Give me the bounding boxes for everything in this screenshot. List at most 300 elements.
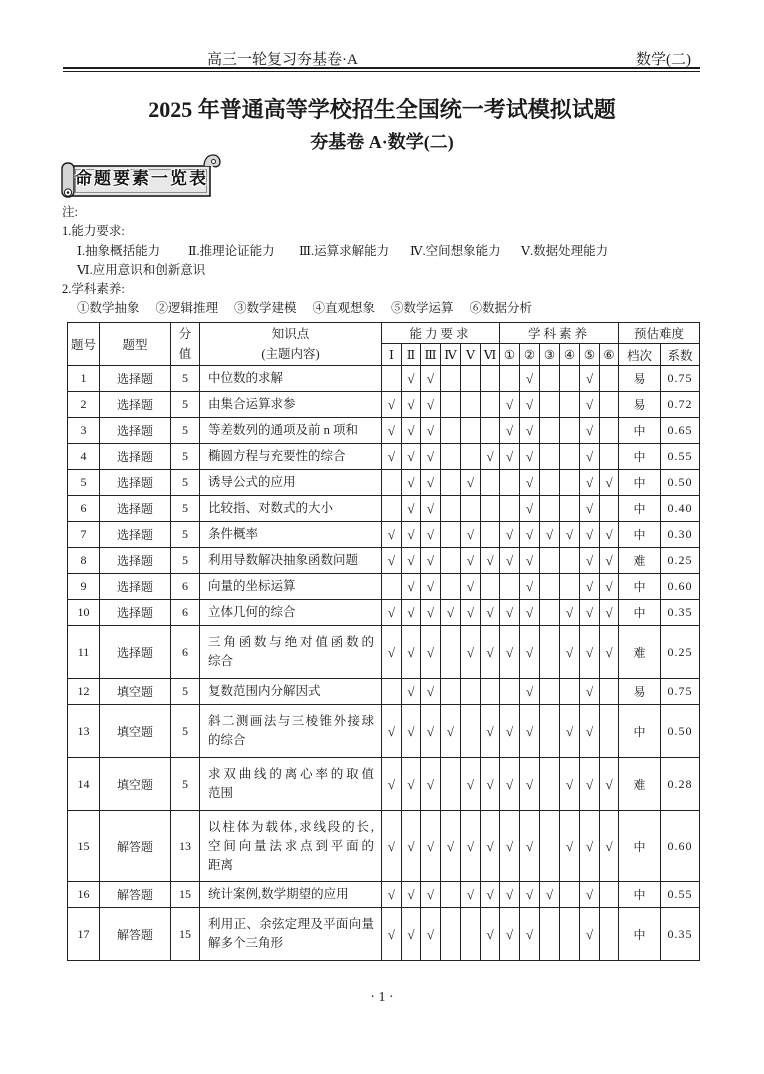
ability-check-5 [461, 679, 481, 705]
literacy-check-4 [560, 418, 580, 444]
literacy-check-5: √ [580, 758, 600, 811]
literacy-check-3 [540, 758, 560, 811]
score-value: 6 [171, 600, 200, 626]
ability-check-4: √ [441, 705, 461, 758]
topic-cell [200, 470, 382, 496]
ability-check-4 [441, 679, 461, 705]
difficulty-coefficient: 0.35 [661, 600, 700, 626]
literacy-check-2: √ [520, 574, 540, 600]
topic-line: 以柱体为载体,求线段的长, [208, 819, 374, 834]
header-ability: 能力要求 [382, 323, 500, 344]
running-header-subject: 数学(二) [636, 52, 691, 68]
topic-line: 立体几何的综合 [208, 605, 296, 619]
ability-check-4: √ [441, 600, 461, 626]
ability-check-3: √ [421, 418, 441, 444]
literacy-list [62, 299, 702, 318]
question-number: 9 [68, 574, 100, 600]
literacy-item: ②逻辑推理 [155, 301, 219, 316]
ability-check-6: √ [481, 908, 500, 961]
literacy-check-5: √ [580, 574, 600, 600]
topic-line: 斜二测画法与三棱锥外接球 [208, 714, 374, 728]
literacy-check-6 [600, 882, 619, 908]
literacy-check-2: √ [520, 548, 540, 574]
table-row [68, 470, 700, 496]
question-number: 1 [68, 366, 100, 392]
ability-check-1: √ [382, 600, 402, 626]
ability-check-1 [382, 574, 402, 600]
difficulty-coefficient: 0.50 [661, 705, 700, 758]
table-row [68, 908, 700, 961]
literacy-item: ③数学建模 [234, 301, 297, 316]
ability-check-6: √ [481, 600, 500, 626]
literacy-check-3: √ [540, 882, 560, 908]
table-header [68, 323, 700, 366]
difficulty-coefficient: 0.65 [661, 418, 700, 444]
difficulty-level: 难 [619, 758, 661, 811]
topic-line: 距离 [208, 857, 234, 872]
ability-check-1 [382, 496, 402, 522]
table-row [68, 811, 700, 882]
literacy-check-4 [560, 496, 580, 522]
literacy-check-3 [540, 418, 560, 444]
ability-check-4 [441, 574, 461, 600]
literacy-check-4 [560, 548, 580, 574]
literacy-check-1: √ [500, 811, 520, 882]
literacy-check-3 [540, 392, 560, 418]
question-number: 2 [68, 392, 100, 418]
score-value: 5 [171, 522, 200, 548]
difficulty-level: 易 [619, 392, 661, 418]
ability-check-4 [441, 392, 461, 418]
question-type: 选择题 [100, 626, 171, 679]
score-value: 6 [171, 574, 200, 600]
ability-check-2: √ [402, 811, 421, 882]
topic-line: 求双曲线的离心率的取值 [208, 767, 374, 781]
ability-check-5: √ [461, 758, 481, 811]
header-score [171, 323, 200, 366]
banner-label: 命题要素一览表 [75, 169, 208, 188]
literacy-check-3 [540, 444, 560, 470]
header-ability-col: Ⅰ [382, 344, 402, 366]
ability-check-6: √ [481, 705, 500, 758]
literacy-check-6 [600, 908, 619, 961]
literacy-check-5: √ [580, 705, 600, 758]
topic-cell [200, 600, 382, 626]
difficulty-coefficient: 0.40 [661, 496, 700, 522]
question-number: 14 [68, 758, 100, 811]
difficulty-level: 难 [619, 626, 661, 679]
ability-check-2: √ [402, 600, 421, 626]
header-row-top [68, 323, 700, 344]
ability-check-6: √ [481, 444, 500, 470]
literacy-check-1 [500, 679, 520, 705]
topic-cell [200, 626, 382, 679]
score-value: 5 [171, 679, 200, 705]
topic-line: 统计案例,数学期望的应用 [208, 887, 349, 901]
difficulty-level: 中 [619, 444, 661, 470]
literacy-check-3 [540, 811, 560, 882]
literacy-check-3 [540, 600, 560, 626]
ability-check-6 [481, 470, 500, 496]
question-type: 选择题 [100, 392, 171, 418]
literacy-check-1 [500, 496, 520, 522]
ability-heading: 1.能力要求: [62, 224, 125, 239]
topic-cell [200, 758, 382, 811]
ability-check-5 [461, 908, 481, 961]
difficulty-level: 中 [619, 496, 661, 522]
literacy-check-3 [540, 574, 560, 600]
table-row [68, 522, 700, 548]
literacy-check-4 [560, 470, 580, 496]
question-number: 15 [68, 811, 100, 882]
difficulty-coefficient: 0.25 [661, 626, 700, 679]
topic-cell [200, 418, 382, 444]
literacy-check-1 [500, 366, 520, 392]
score-value: 5 [171, 392, 200, 418]
header-literacy-col: ① [500, 344, 520, 366]
literacy-check-3: √ [540, 522, 560, 548]
difficulty-coefficient: 0.35 [661, 908, 700, 961]
ability-check-3: √ [421, 908, 441, 961]
ability-check-3: √ [421, 392, 441, 418]
header-ability-col: Ⅳ [441, 344, 461, 366]
question-type: 选择题 [100, 444, 171, 470]
score-value: 5 [171, 705, 200, 758]
ability-check-5: √ [461, 626, 481, 679]
topic-line: 诱导公式的应用 [208, 475, 296, 489]
question-number: 17 [68, 908, 100, 961]
ability-check-3: √ [421, 470, 441, 496]
literacy-check-5: √ [580, 811, 600, 882]
literacy-item: ⑤数学运算 [391, 301, 454, 316]
table-row [68, 366, 700, 392]
literacy-check-4: √ [560, 705, 580, 758]
ability-check-6 [481, 366, 500, 392]
literacy-check-6 [600, 444, 619, 470]
literacy-check-3 [540, 548, 560, 574]
literacy-check-6: √ [600, 600, 619, 626]
header-level: 档次 [619, 344, 661, 366]
difficulty-coefficient: 0.28 [661, 758, 700, 811]
header-number: 题号 [68, 323, 100, 366]
literacy-check-3 [540, 496, 560, 522]
question-type: 选择题 [100, 600, 171, 626]
ability-check-2: √ [402, 470, 421, 496]
literacy-check-5: √ [580, 626, 600, 679]
literacy-check-4 [560, 908, 580, 961]
ability-check-5: √ [461, 574, 481, 600]
topic-line: 复数范围内分解因式 [208, 684, 321, 698]
ability-check-6: √ [481, 548, 500, 574]
literacy-check-6: √ [600, 470, 619, 496]
ability-check-1: √ [382, 522, 402, 548]
header-literacy-col: ③ [540, 344, 560, 366]
ability-check-4 [441, 882, 461, 908]
topic-line: 比较指、对数式的大小 [208, 501, 334, 515]
header-literacy-col: ⑥ [600, 344, 619, 366]
question-number: 5 [68, 470, 100, 496]
topic-line: 由集合运算求参 [208, 397, 296, 411]
table-row [68, 392, 700, 418]
literacy-check-5: √ [580, 366, 600, 392]
header-literacy-col: ④ [560, 344, 580, 366]
ability-check-4 [441, 758, 461, 811]
literacy-check-6: √ [600, 574, 619, 600]
literacy-check-4 [560, 392, 580, 418]
difficulty-level: 易 [619, 366, 661, 392]
literacy-check-6: √ [600, 811, 619, 882]
ability-check-5: √ [461, 470, 481, 496]
ability-check-6 [481, 522, 500, 548]
literacy-check-6 [600, 392, 619, 418]
ability-check-5 [461, 366, 481, 392]
ability-check-3: √ [421, 679, 441, 705]
ability-check-2: √ [402, 392, 421, 418]
literacy-check-4: √ [560, 600, 580, 626]
ability-check-4 [441, 522, 461, 548]
table-row [68, 679, 700, 705]
running-header-title: 高三一轮复习夯基卷·A [207, 52, 358, 68]
difficulty-level: 中 [619, 522, 661, 548]
page-title: 2025 年普通高等学校招生全国统一考试模拟试题 [148, 97, 616, 122]
header-topic-sub: (主题内容) [261, 347, 320, 361]
score-value: 5 [171, 548, 200, 574]
literacy-check-2: √ [520, 470, 540, 496]
literacy-check-3 [540, 366, 560, 392]
literacy-check-1: √ [500, 758, 520, 811]
ability-check-2: √ [402, 574, 421, 600]
literacy-check-1 [500, 470, 520, 496]
literacy-check-1: √ [500, 418, 520, 444]
literacy-check-2: √ [520, 366, 540, 392]
ability-check-3: √ [421, 626, 441, 679]
ability-check-2: √ [402, 548, 421, 574]
question-number: 3 [68, 418, 100, 444]
question-type: 填空题 [100, 679, 171, 705]
topic-line: 利用导数解决抽象函数问题 [208, 553, 359, 567]
question-elements-table [67, 322, 700, 961]
literacy-check-5: √ [580, 882, 600, 908]
ability-check-3: √ [421, 882, 441, 908]
header-literacy-col: ② [520, 344, 540, 366]
literacy-check-2: √ [520, 705, 540, 758]
question-number: 7 [68, 522, 100, 548]
question-type: 选择题 [100, 418, 171, 444]
literacy-check-1: √ [500, 705, 520, 758]
literacy-check-5: √ [580, 908, 600, 961]
ability-check-6 [481, 496, 500, 522]
literacy-check-2: √ [520, 496, 540, 522]
question-number: 6 [68, 496, 100, 522]
literacy-check-1 [500, 574, 520, 600]
header-topic-label: 知识点 [271, 327, 310, 341]
ability-item: Ⅵ.应用意识和创新意识 [77, 262, 206, 277]
ability-check-3: √ [421, 758, 441, 811]
difficulty-coefficient: 0.55 [661, 444, 700, 470]
literacy-item: ④直观想象 [312, 301, 376, 316]
literacy-check-5: √ [580, 496, 600, 522]
literacy-check-1: √ [500, 882, 520, 908]
question-number: 16 [68, 882, 100, 908]
literacy-check-1: √ [500, 908, 520, 961]
literacy-check-1: √ [500, 444, 520, 470]
table-row [68, 758, 700, 811]
topic-line: 三角函数与绝对值函数的 [208, 635, 374, 649]
topic-line: 的综合 [208, 733, 246, 747]
literacy-check-2: √ [520, 758, 540, 811]
literacy-check-2: √ [520, 626, 540, 679]
ability-check-3: √ [421, 444, 441, 470]
question-type: 选择题 [100, 522, 171, 548]
literacy-check-3 [540, 470, 560, 496]
topic-line: 中位数的求解 [208, 371, 284, 385]
ability-check-1: √ [382, 882, 402, 908]
topic-line: 向量的坐标运算 [208, 579, 296, 593]
ability-check-3: √ [421, 705, 441, 758]
literacy-check-5: √ [580, 444, 600, 470]
topic-line: 空间向量法求点到平面的 [208, 838, 374, 853]
ability-check-4 [441, 496, 461, 522]
score-value: 6 [171, 626, 200, 679]
literacy-check-5: √ [580, 548, 600, 574]
ability-check-1: √ [382, 444, 402, 470]
difficulty-coefficient: 0.72 [661, 392, 700, 418]
difficulty-coefficient: 0.50 [661, 470, 700, 496]
literacy-check-4 [560, 882, 580, 908]
ability-check-2: √ [402, 522, 421, 548]
ability-check-4 [441, 908, 461, 961]
literacy-check-2: √ [520, 392, 540, 418]
ability-check-1: √ [382, 811, 402, 882]
header-ability-col: Ⅴ [461, 344, 481, 366]
ability-check-5 [461, 705, 481, 758]
table-row [68, 548, 700, 574]
ability-check-1 [382, 470, 402, 496]
difficulty-level: 中 [619, 470, 661, 496]
ability-check-2: √ [402, 366, 421, 392]
question-type: 填空题 [100, 705, 171, 758]
topic-cell [200, 548, 382, 574]
table-row [68, 496, 700, 522]
ability-check-6: √ [481, 811, 500, 882]
score-value: 15 [171, 882, 200, 908]
ability-check-6: √ [481, 626, 500, 679]
ability-check-1: √ [382, 758, 402, 811]
literacy-check-4 [560, 574, 580, 600]
table-row [68, 444, 700, 470]
literacy-check-6: √ [600, 758, 619, 811]
topic-cell [200, 679, 382, 705]
ability-check-2: √ [402, 705, 421, 758]
difficulty-level: 中 [619, 600, 661, 626]
ability-check-6 [481, 679, 500, 705]
table-row [68, 882, 700, 908]
ability-check-5: √ [461, 522, 481, 548]
ability-check-4 [441, 470, 461, 496]
table-row [68, 600, 700, 626]
topic-line: 椭圆方程与充要性的综合 [208, 449, 346, 463]
topic-cell [200, 574, 382, 600]
difficulty-level: 易 [619, 679, 661, 705]
topic-line: 条件概率 [208, 527, 259, 541]
difficulty-coefficient: 0.60 [661, 811, 700, 882]
literacy-check-4: √ [560, 626, 580, 679]
ability-check-6 [481, 418, 500, 444]
topic-line: 等差数列的通项及前 n 项和 [208, 423, 359, 437]
ability-check-4 [441, 366, 461, 392]
literacy-check-3 [540, 626, 560, 679]
ability-check-3: √ [421, 366, 441, 392]
ability-check-3: √ [421, 548, 441, 574]
literacy-check-2: √ [520, 908, 540, 961]
score-value: 5 [171, 758, 200, 811]
literacy-item: ⑥数据分析 [469, 301, 533, 316]
difficulty-level: 中 [619, 705, 661, 758]
literacy-check-2: √ [520, 444, 540, 470]
literacy-check-6 [600, 366, 619, 392]
ability-check-2: √ [402, 418, 421, 444]
ability-check-2: √ [402, 758, 421, 811]
literacy-check-3 [540, 908, 560, 961]
topic-cell [200, 522, 382, 548]
difficulty-level: 中 [619, 908, 661, 961]
literacy-check-5: √ [580, 392, 600, 418]
ability-check-5: √ [461, 548, 481, 574]
question-type: 选择题 [100, 496, 171, 522]
question-type: 解答题 [100, 908, 171, 961]
literacy-check-5: √ [580, 418, 600, 444]
topic-line: 利用正、余弦定理及平面向量 [208, 917, 374, 931]
literacy-check-4: √ [560, 758, 580, 811]
question-number: 12 [68, 679, 100, 705]
ability-check-3: √ [421, 496, 441, 522]
question-number: 10 [68, 600, 100, 626]
difficulty-level: 中 [619, 418, 661, 444]
literacy-check-3 [540, 679, 560, 705]
header-topic [200, 323, 382, 366]
table-row [68, 574, 700, 600]
notes-section [62, 203, 702, 319]
ability-check-2: √ [402, 908, 421, 961]
ability-check-3: √ [421, 522, 441, 548]
table-row [68, 418, 700, 444]
topic-cell [200, 496, 382, 522]
ability-check-6 [481, 574, 500, 600]
header-literacy: 学科素养 [500, 323, 619, 344]
header-literacy-col: ⑤ [580, 344, 600, 366]
topic-line: 解多个三角形 [208, 936, 284, 950]
ability-check-5: √ [461, 600, 481, 626]
literacy-check-6 [600, 496, 619, 522]
ability-check-3: √ [421, 574, 441, 600]
ability-item: Ⅱ.推理论证能力 [188, 243, 275, 258]
difficulty-coefficient: 0.25 [661, 548, 700, 574]
literacy-heading: 2.学科素养: [62, 282, 125, 297]
difficulty-coefficient: 0.30 [661, 522, 700, 548]
ability-check-1: √ [382, 705, 402, 758]
literacy-check-4 [560, 366, 580, 392]
literacy-check-1: √ [500, 392, 520, 418]
question-type: 解答题 [100, 811, 171, 882]
question-type: 选择题 [100, 366, 171, 392]
difficulty-coefficient: 0.75 [661, 679, 700, 705]
literacy-check-3 [540, 705, 560, 758]
literacy-check-6: √ [600, 626, 619, 679]
literacy-check-1: √ [500, 548, 520, 574]
ability-check-4 [441, 444, 461, 470]
topic-cell [200, 908, 382, 961]
header-score-label: 分值 [178, 327, 192, 361]
